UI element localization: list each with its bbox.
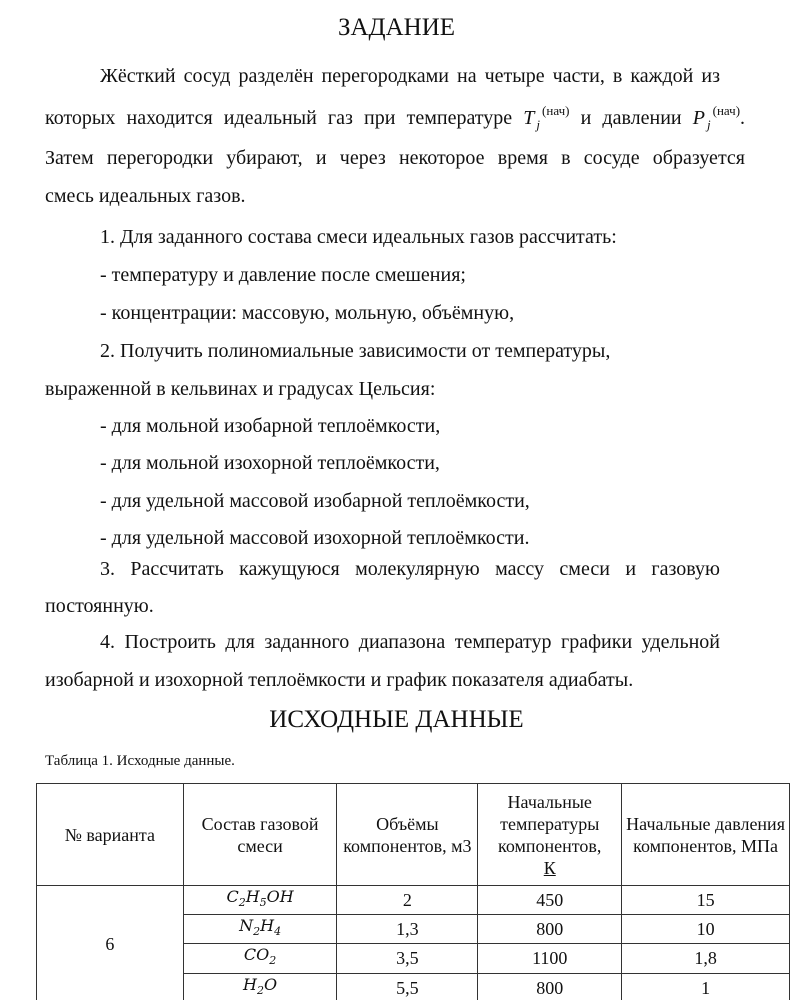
pressure-cell: 15: [622, 886, 790, 915]
pressure-cell: 1,8: [622, 944, 790, 973]
pressure-cell: 10: [622, 915, 790, 944]
header-volumes: Объёмы компонентов, м3: [337, 784, 478, 886]
variant-cell: 6: [37, 886, 184, 1000]
task-line: 3. Рассчитать кажущуюся молекулярную массу смеси и газовую: [100, 558, 720, 580]
task-line: - для мольной изобарной теплоёмкости,: [100, 415, 441, 437]
pressure-cell: 1: [622, 973, 790, 1000]
text: и давлении: [580, 107, 682, 129]
task-line: - для удельной массовой изохорной теплоёмкости.: [100, 527, 530, 549]
volume-cell: 5,5: [337, 973, 478, 1000]
header-composition: Состав газовой смеси: [183, 784, 337, 886]
temperature-symbol: T j(нач): [523, 103, 570, 132]
formula-cell: $C_2H_5OH$: [183, 886, 337, 915]
table-caption: Таблица 1. Исходные данные.: [45, 753, 235, 769]
task-line: - температуру и давление после смешения;: [100, 264, 466, 286]
header-variant: № варианта: [37, 784, 184, 886]
temperature-cell: 800: [478, 973, 622, 1000]
paragraph-line: Жёсткий сосуд разделён перегородками на четыре части, в каждой из: [100, 65, 720, 87]
temperature-cell: 800: [478, 915, 622, 944]
volume-cell: 3,5: [337, 944, 478, 973]
formula-cell: $H_2O$: [183, 973, 337, 1000]
task-line: 2. Получить полиномиальные зависимости от температуры,: [100, 340, 611, 362]
task-line: постоянную.: [45, 595, 154, 617]
header-temperatures: Начальные температуры компонентов, К: [478, 784, 622, 886]
temperature-cell: 450: [478, 886, 622, 915]
task-line: выраженной в кельвинах и градусах Цельсия:: [45, 378, 436, 400]
table-header-row: [37, 784, 790, 886]
task-line: 4. Построить для заданного диапазона температур графики удельной: [100, 631, 720, 653]
task-line: изобарной и изохорной теплоёмкости и график показателя адиабаты.: [45, 669, 634, 691]
task-line: - для мольной изохорной теплоёмкости,: [100, 452, 440, 474]
paragraph-line: [45, 104, 745, 131]
table-row: [37, 886, 790, 915]
section-title: ИСХОДНЫЕ ДАННЫЕ: [269, 706, 524, 733]
task-line: 1. Для заданного состава смеси идеальных газов рассчитать:: [100, 226, 617, 248]
temperature-cell: 1100: [478, 944, 622, 973]
header-pressures: Начальные давления компонентов, МПа: [622, 784, 790, 886]
formula-cell: $N_2H_4$: [183, 915, 337, 944]
text: которых находится идеальный газ при температуре: [45, 107, 513, 129]
pressure-symbol: P j(нач).: [692, 103, 746, 132]
volume-cell: 2: [337, 886, 478, 915]
page-title: ЗАДАНИЕ: [337, 14, 456, 41]
text: .: [740, 107, 746, 129]
paragraph-line: Затем перегородки убирают, и через некоторое время в сосуде образуется: [45, 147, 745, 169]
task-line: - концентрации: массовую, мольную, объёмную,: [100, 302, 515, 324]
task-line: - для удельной массовой изобарной теплоёмкости,: [100, 490, 530, 512]
formula-cell: $CO_2$: [183, 944, 337, 973]
paragraph-line: смесь идеальных газов.: [45, 185, 246, 207]
volume-cell: 1,3: [337, 915, 478, 944]
source-data-table: [36, 783, 790, 1000]
